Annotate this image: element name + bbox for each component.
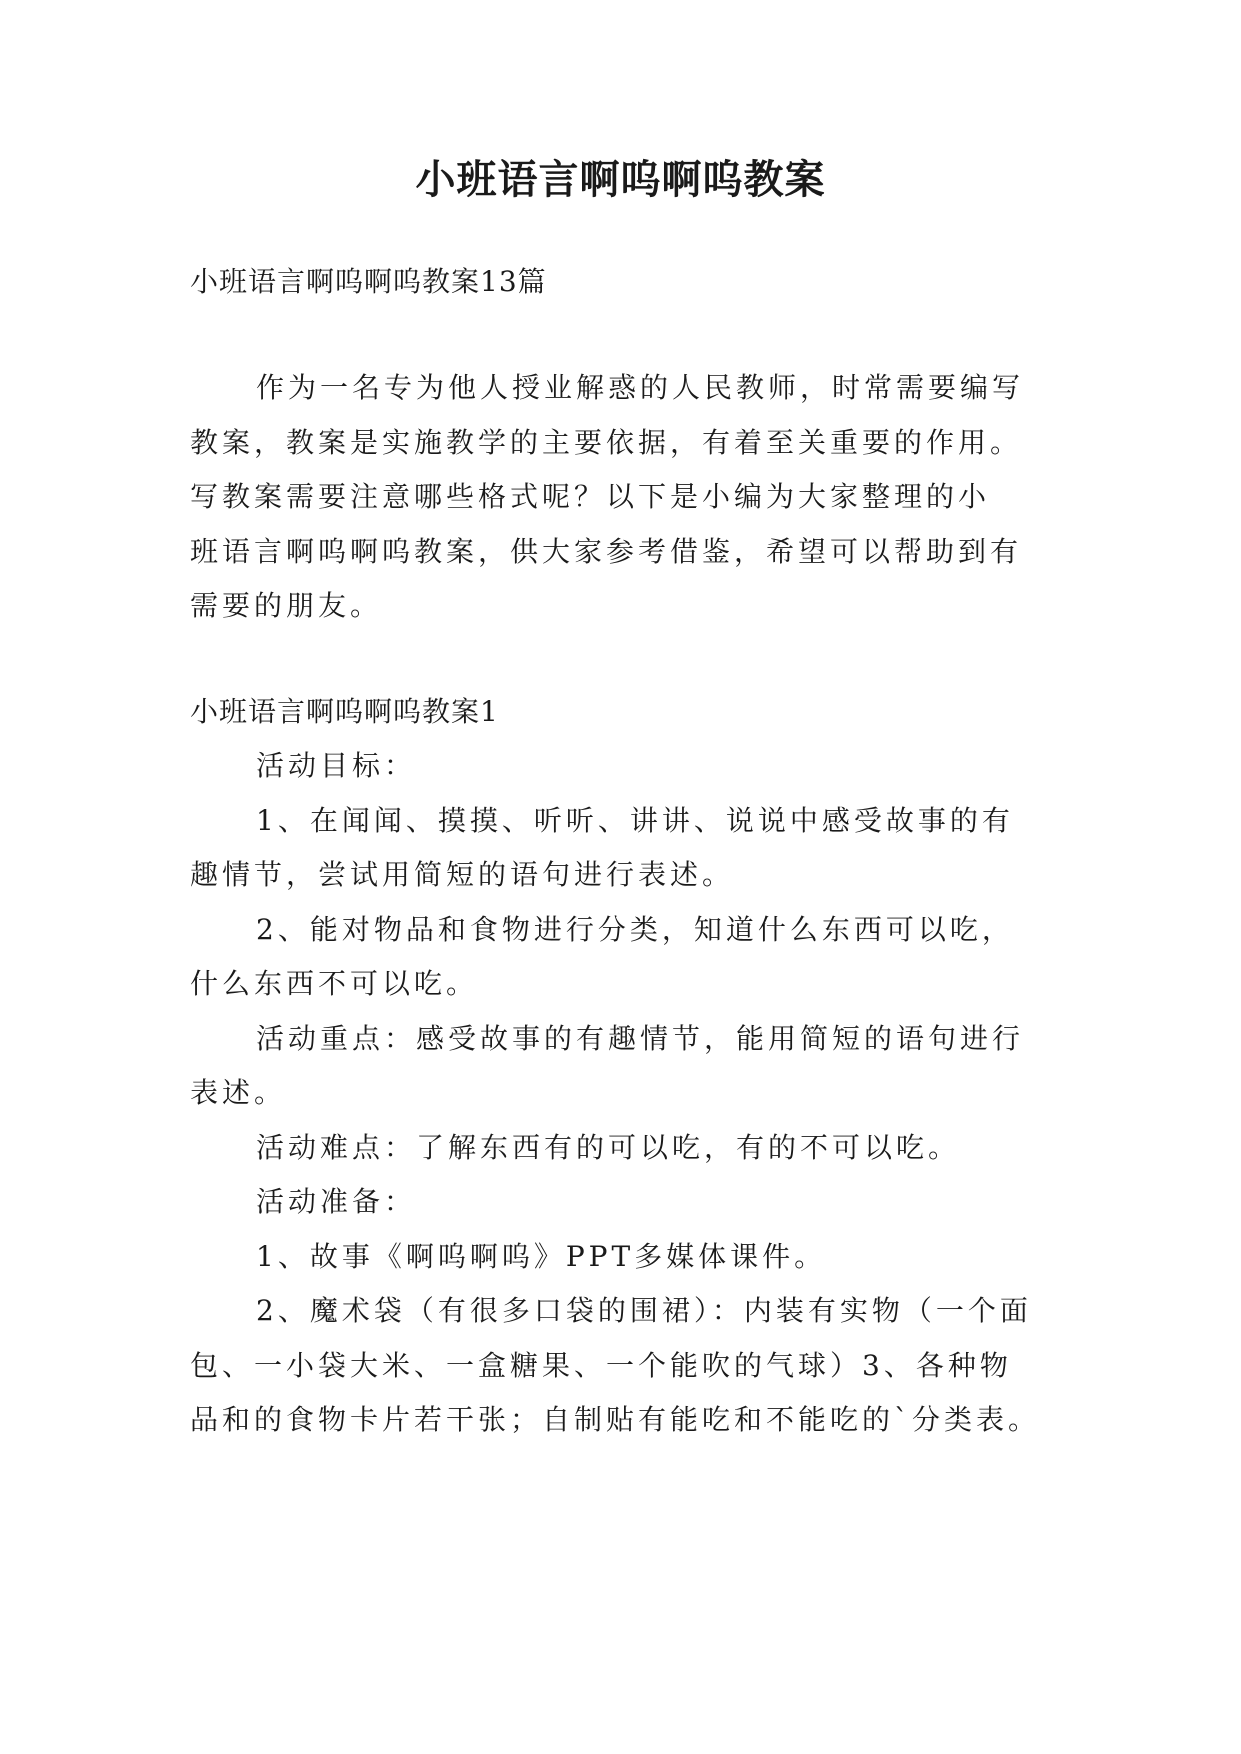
body-line-7: 表述。 — [190, 1076, 287, 1109]
document-title: 小班语言啊呜啊呜教案 — [415, 156, 826, 203]
body-line-2: 1、在闻闻、摸摸、听听、讲讲、说说中感受故事的有 — [256, 804, 1014, 837]
body-line-12: 包、一小袋大米、一盒糖果、一个能吹的气球）3、各种物 — [190, 1349, 1012, 1382]
body-line-8: 活动难点：了解东西有的可以吃，有的不可以吃。 — [256, 1131, 961, 1164]
body-line-5: 什么东西不可以吃。 — [190, 967, 479, 1000]
body-line-11: 2、魔术袋（有很多口袋的围裙）：内装有实物（一个面 — [256, 1294, 1032, 1327]
body-line-4: 2、能对物品和食物进行分类，知道什么东西可以吃， — [256, 913, 1014, 946]
body-line-6: 活动重点：感受故事的有趣情节，能用简短的语句进行 — [256, 1022, 1025, 1055]
intro-line-5: 需要的朋友。 — [190, 589, 383, 622]
intro-line-1: 作为一名专为他人授业解惑的人民教师，时常需要编写 — [256, 371, 1025, 404]
body-line-9: 活动准备： — [256, 1185, 417, 1218]
body-line-3: 趣情节，尝试用简短的语句进行表述。 — [190, 858, 735, 891]
intro-line-2: 教案，教案是实施教学的主要依据，有着至关重要的作用。 — [190, 426, 1023, 459]
body-line-13: 品和的食物卡片若干张；自制贴有能吃和不能吃的`分类表。 — [190, 1403, 1041, 1436]
body-line-10: 1、故事《啊呜啊呜》PPT多媒体课件。 — [256, 1240, 827, 1273]
document-subtitle: 小班语言啊呜啊呜教案13篇 — [190, 265, 547, 298]
body-line-1: 活动目标： — [256, 749, 417, 782]
section-heading: 小班语言啊呜啊呜教案1 — [190, 695, 499, 728]
intro-line-3: 写教案需要注意哪些格式呢？以下是小编为大家整理的小 — [190, 480, 991, 513]
intro-line-4: 班语言啊呜啊呜教案，供大家参考借鉴，希望可以帮助到有 — [190, 535, 1023, 568]
